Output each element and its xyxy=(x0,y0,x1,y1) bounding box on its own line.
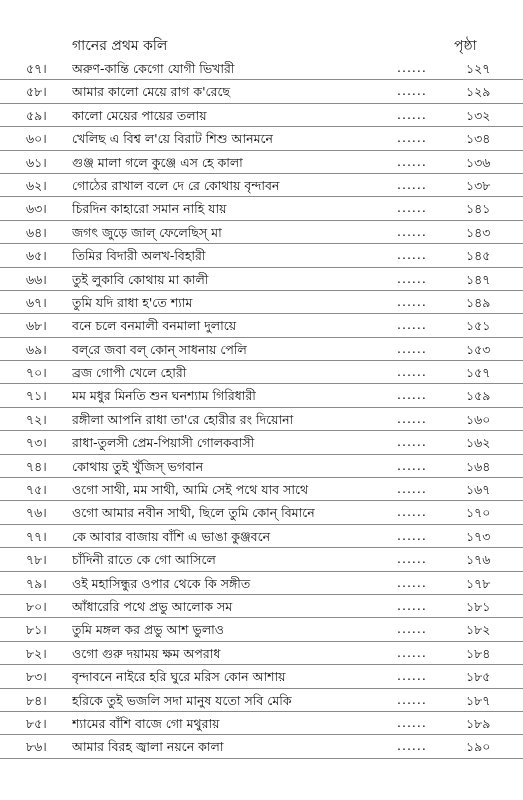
leader-dots: ...... xyxy=(397,387,427,403)
page-number: ১৮৪ xyxy=(466,645,491,661)
song-number: ৮০। xyxy=(26,598,47,614)
song-number: ৭০। xyxy=(26,365,47,381)
song-number: ৬৬। xyxy=(26,271,47,287)
song-number: ৮১। xyxy=(26,622,47,638)
index-row xyxy=(0,431,523,454)
index-row xyxy=(0,127,523,150)
index-row xyxy=(0,408,523,431)
page-number: ১৮৯ xyxy=(466,715,491,731)
song-first-line: হরিকে তুই ভজলি সদা মানুষ যতো সবি মেকি xyxy=(72,692,292,708)
leader-dots: ...... xyxy=(397,176,427,192)
song-number: ৮৬। xyxy=(26,739,47,755)
index-row xyxy=(0,268,523,291)
page-number: ১৭৩ xyxy=(466,528,491,544)
song-first-line: জগৎ জুড়ে জাল্ ফেলেছিস্ মা xyxy=(72,224,222,240)
song-number: ৬৭। xyxy=(26,294,47,310)
song-number: ৭৭। xyxy=(26,528,47,544)
song-first-line: ওই মহাসিন্ধুর ওপার থেকে কি সঙ্গীত xyxy=(72,575,251,591)
index-row xyxy=(0,712,523,735)
song-index-list xyxy=(0,57,523,759)
song-number: ৭৩। xyxy=(26,435,47,451)
song-first-line: রাধা-তুলসী প্রেম-পিয়াসী গোলকবাসী xyxy=(72,435,255,451)
leader-dots: ...... xyxy=(397,106,427,122)
leader-dots: ...... xyxy=(397,738,427,754)
index-row xyxy=(0,525,523,548)
leader-dots: ...... xyxy=(397,60,427,75)
index-row xyxy=(0,478,523,501)
leader-dots: ...... xyxy=(397,504,427,520)
page-number: ১৪৯ xyxy=(466,294,491,310)
song-number: ৮২। xyxy=(26,645,47,661)
page-number: ১৩৬ xyxy=(466,154,491,170)
index-row xyxy=(0,572,523,595)
page-number: ১৫১ xyxy=(466,318,491,334)
index-row xyxy=(0,104,523,127)
song-first-line: ওগো আমার নবীন সাথী, ছিলে তুমি কোন্ বিমানে xyxy=(72,505,315,521)
page-number: ১৬০ xyxy=(466,411,491,427)
song-number: ৫৮। xyxy=(26,84,47,100)
song-first-line: আমার বিরহ জ্বালা নয়নে কালা xyxy=(72,739,224,755)
leader-dots: ...... xyxy=(397,130,427,146)
song-number: ৭৮। xyxy=(26,552,47,568)
song-first-line: চিরদিন কাহারো সমান নাহি যায় xyxy=(72,201,227,217)
song-first-line: আঁধারেরি পথে প্রভু আলোক সম xyxy=(72,598,233,614)
page-number: ১৫৯ xyxy=(466,388,491,404)
leader-dots: ...... xyxy=(397,434,427,450)
song-number: ৬১। xyxy=(26,154,47,170)
page-number: ১৮৫ xyxy=(466,669,491,685)
index-row xyxy=(0,642,523,665)
page-number: ১৮২ xyxy=(466,622,491,638)
song-number: ৬৯। xyxy=(26,341,47,357)
leader-dots: ...... xyxy=(397,457,427,473)
song-number: ৭৪। xyxy=(26,458,47,474)
song-number: ৫৭। xyxy=(26,61,47,76)
index-row xyxy=(0,361,523,384)
song-number: ৫৯। xyxy=(26,107,47,123)
song-first-line: ওগো সাথী, মম সাথী, আমি সেই পথে যাব সাথে xyxy=(72,482,309,498)
page-number: ১২৯ xyxy=(466,84,491,100)
leader-dots: ...... xyxy=(397,83,427,99)
song-number: ৭৬। xyxy=(26,505,47,521)
leader-dots: ...... xyxy=(397,364,427,380)
song-number: ৭৫। xyxy=(26,482,47,498)
page-number: ১৫৭ xyxy=(466,365,491,381)
index-row xyxy=(0,501,523,524)
song-first-line: ব্রজ গোপী খেলে হোরী xyxy=(72,365,187,381)
song-first-line: কোথায় তুই খুঁজিস্ ভগবান xyxy=(72,458,204,474)
song-first-line: খেলিছ এ বিশ্ব ল'য়ে বিরাট শিশু আনমনে xyxy=(72,131,273,147)
index-row xyxy=(0,174,523,197)
page-number: ১৬৪ xyxy=(466,458,491,474)
leader-dots: ...... xyxy=(397,551,427,567)
index-row xyxy=(0,548,523,571)
page-number: ১৮১ xyxy=(466,598,491,614)
leader-dots: ...... xyxy=(397,644,427,660)
leader-dots: ...... xyxy=(397,223,427,239)
leader-dots: ...... xyxy=(397,340,427,356)
song-first-line: বনে চলে বনমালী বনমালা দুলায়ে xyxy=(72,318,237,334)
song-number: ৭২। xyxy=(26,411,47,427)
page-number: ১৪৩ xyxy=(466,224,491,240)
song-first-line: গুঞ্জ মালা গলে কুঞ্জে এস হে কালা xyxy=(72,154,243,170)
index-header xyxy=(0,34,523,56)
song-number: ৬০। xyxy=(26,131,47,147)
song-first-line: তুমি যদি রাধা হ'তে শ্যাম xyxy=(72,294,193,310)
page-number: ১৪৭ xyxy=(466,271,491,287)
leader-dots: ...... xyxy=(397,597,427,613)
leader-dots: ...... xyxy=(397,317,427,333)
page-number: ১৬৭ xyxy=(466,482,491,498)
song-number: ৬৪। xyxy=(26,224,47,240)
song-number: ৭৯। xyxy=(26,575,47,591)
song-first-line: গোঠের রাখাল বলে দে রে কোথায় বৃন্দাবন xyxy=(72,177,280,193)
song-first-line: কালো মেয়ের পায়ের তলায় xyxy=(72,107,207,123)
song-first-line: অরুণ-কান্তি কেগো যোগী ভিখারী xyxy=(72,61,235,76)
index-row xyxy=(0,384,523,407)
page-number: ১৭৬ xyxy=(466,552,491,568)
leader-dots: ...... xyxy=(397,270,427,286)
leader-dots: ...... xyxy=(397,293,427,309)
page-number: ১৭০ xyxy=(466,505,491,521)
page-number: ১৪১ xyxy=(466,201,491,217)
song-first-line: চাঁদিনী রাতে কে গো আসিলে xyxy=(72,552,216,568)
index-row xyxy=(0,338,523,361)
page-number: ১৪৫ xyxy=(466,248,491,264)
song-number: ৬৮। xyxy=(26,318,47,334)
song-first-line: মম মধুর মিনতি শুন ঘনশ্যাম গিরিধারী xyxy=(72,388,256,404)
index-row xyxy=(0,197,523,220)
index-row xyxy=(0,595,523,618)
leader-dots: ...... xyxy=(397,481,427,497)
song-first-line: তুমি মঙ্গল কর প্রভু আশ ভুলাও xyxy=(72,622,225,638)
page-number: ১৭৮ xyxy=(466,575,491,591)
song-first-line: কে আবার বাজায় বাঁশি এ ভাঙা কুঞ্জবনে xyxy=(72,528,271,544)
song-number: ৮৫। xyxy=(26,715,47,731)
page-number: ১৯০ xyxy=(466,739,491,755)
index-row xyxy=(0,735,523,758)
song-first-line: বৃন্দাবনে নাইরে হরি ঘুরে মরিস কোন আশায় xyxy=(72,669,286,685)
page-column-heading: পৃষ্ঠা xyxy=(454,38,477,54)
leader-dots: ...... xyxy=(397,691,427,707)
page-number: ১৬২ xyxy=(466,435,491,451)
page-number: ১৩৮ xyxy=(466,177,491,193)
index-row xyxy=(0,665,523,688)
index-row xyxy=(0,455,523,478)
first-line-column-heading: গানের প্রথম কলি xyxy=(72,38,168,54)
page-number: ১২৭ xyxy=(466,61,491,76)
leader-dots: ...... xyxy=(397,200,427,216)
leader-dots: ...... xyxy=(397,527,427,543)
leader-dots: ...... xyxy=(397,714,427,730)
song-number: ৮৪। xyxy=(26,692,47,708)
leader-dots: ...... xyxy=(397,668,427,684)
song-number: ৬২। xyxy=(26,177,47,193)
song-first-line: রঙ্গীলা আপনি রাধা তা'রে হোরীর রং দিয়োনা xyxy=(72,411,294,427)
index-row xyxy=(0,80,523,103)
index-row xyxy=(0,244,523,267)
index-row xyxy=(0,689,523,712)
index-row xyxy=(0,291,523,314)
song-first-line: তুই লুকাবি কোথায় মা কালী xyxy=(72,271,209,287)
leader-dots: ...... xyxy=(397,153,427,169)
index-row xyxy=(0,221,523,244)
song-number: ৮৩। xyxy=(26,669,47,685)
song-number: ৬৫। xyxy=(26,248,47,264)
leader-dots: ...... xyxy=(397,410,427,426)
page-number: ১৮৭ xyxy=(466,692,491,708)
leader-dots: ...... xyxy=(397,621,427,637)
song-first-line: শ্যামের বাঁশি বাজে গো মথুরায় xyxy=(72,715,220,731)
song-number: ৭১। xyxy=(26,388,47,404)
index-row xyxy=(0,618,523,641)
index-row xyxy=(0,57,523,80)
song-first-line: বল্‌রে জবা বল্ কোন্ সাধনায় পেলি xyxy=(72,341,247,357)
index-row xyxy=(0,314,523,337)
page-number: ১৫৩ xyxy=(466,341,491,357)
song-first-line: আমার কালো মেয়ে রাগ ক'রেছে xyxy=(72,84,231,100)
song-first-line: ওগো গুরু দয়াময় ক্ষম অপরাধ xyxy=(72,645,221,661)
page-number: ১৩২ xyxy=(466,107,491,123)
song-first-line: তিমির বিদারী অলখ-বিহারী xyxy=(72,248,206,264)
leader-dots: ...... xyxy=(397,574,427,590)
page-number: ১৩৪ xyxy=(466,131,491,147)
song-number: ৬৩। xyxy=(26,201,47,217)
index-row xyxy=(0,151,523,174)
leader-dots: ...... xyxy=(397,247,427,263)
